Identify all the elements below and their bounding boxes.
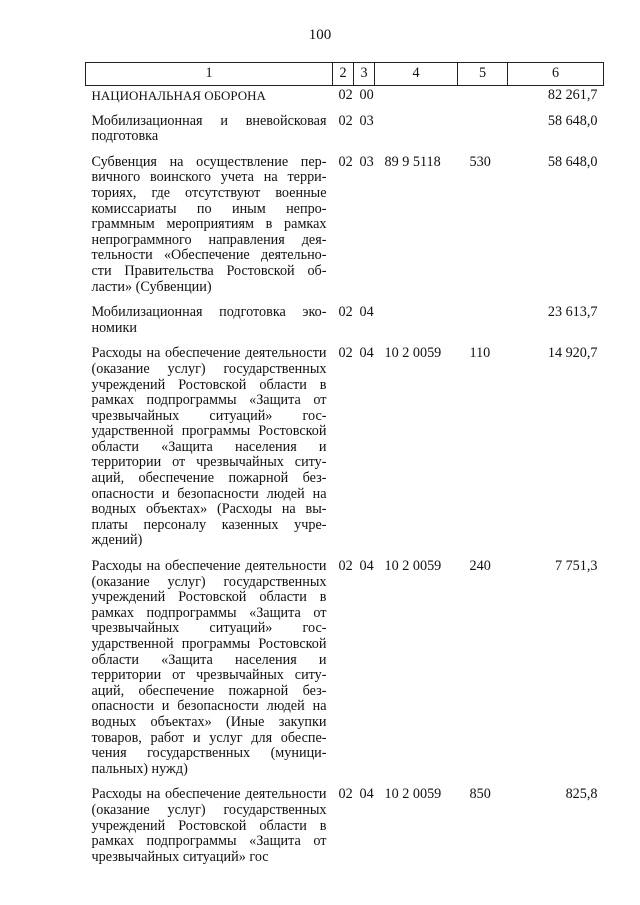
table-row: [86, 155, 604, 305]
row-subsection: 04: [359, 304, 374, 321]
table-row: [86, 787, 604, 875]
row-subsection: 04: [359, 786, 374, 803]
table-row: [86, 86, 604, 114]
table-header-row: [86, 63, 604, 86]
row-section: 02: [338, 786, 353, 803]
row-target-article: 10 2 0059: [384, 345, 442, 362]
row-name: Мобилизационная подготовка экономики: [91, 304, 327, 336]
row-amount: 23 613,7: [547, 304, 598, 321]
row-section: 02: [338, 153, 353, 170]
row-name: Расходы на обеспечение деятельности (оказание услуг) государственных учреждений Ростовской области в рамках подпрограммы «Защита от чрезвычайных ситуаций» государственной программы Ростовской области «Защита населения и территории от чрезвычайных ситуаций, обеспечение пожарной безопасности и безопасности людей на водных объектах» (Расходы на выплаты персоналу казенных учреждений): [91, 345, 327, 549]
budget-table: [85, 62, 604, 875]
column-header-name: 1: [86, 63, 333, 86]
row-section: 02: [338, 304, 353, 321]
column-header-expense-type: 5: [458, 63, 508, 86]
row-name: Расходы на обеспечение деятельности (оказание услуг) государственных учреждений Ростовской области в рамках подпрограммы «Защита от чрезвычайных ситуаций» гос: [91, 786, 327, 865]
row-expense-type: [458, 114, 508, 155]
row-section: 02: [338, 558, 353, 575]
page-number: 100: [308, 27, 332, 43]
row-section: 02: [338, 87, 353, 103]
row-name: Расходы на обеспечение деятельности (оказание услуг) государственных учреждений Ростовской области в рамках подпрограммы «Защита от чрезвычайных ситуаций» государственной программы Ростовской области «Защита населения и территории от чрезвычайных ситуаций, обеспечение пожарной безопасности и безопасности людей на водных объектах» (Иные закупки товаров, работ и услуг для обеспечения государственных (муниципальных) нужд): [91, 558, 327, 777]
row-expense-type: 110: [469, 345, 491, 362]
row-target-article: 10 2 0059: [384, 786, 442, 803]
column-header-subsection: 3: [354, 63, 375, 86]
row-name: Субвенция на осуществление первичного воинского учета на территориях, где отсутствуют военные комиссариаты по иным непрограммным мероприятиям в рамках непрограммного направления деятельности «Обеспечение деятельности Правительства Ростовской области» (Субвенции): [91, 153, 327, 295]
row-amount: 58 648,0: [547, 112, 598, 129]
table-row: [86, 559, 604, 787]
row-expense-type: [458, 305, 508, 346]
row-name: НАЦИОНАЛЬНАЯ ОБОРОНА: [91, 88, 266, 103]
row-name: Мобилизационная и вневойсковая подготовка: [91, 112, 327, 145]
row-amount: 7 751,3: [554, 558, 598, 575]
row-target-article: [375, 86, 458, 114]
table-row: [86, 114, 604, 155]
row-expense-type: 530: [469, 153, 491, 170]
row-target-article: 89 9 5118: [384, 153, 441, 170]
row-expense-type: [458, 86, 508, 114]
row-subsection: 00: [359, 87, 374, 103]
row-subsection: 04: [359, 558, 374, 575]
row-amount: 58 648,0: [547, 153, 598, 170]
column-header-amount: 6: [508, 63, 604, 86]
row-expense-type: 850: [469, 786, 491, 803]
row-expense-type: 240: [469, 558, 491, 575]
row-subsection: 03: [359, 153, 374, 170]
row-amount: 82 261,7: [547, 87, 598, 103]
row-target-article: 10 2 0059: [384, 558, 442, 575]
column-header-section: 2: [333, 63, 354, 86]
row-subsection: 03: [359, 112, 374, 129]
row-amount: 14 920,7: [547, 345, 598, 362]
column-header-target-article: 4: [375, 63, 458, 86]
table-row: [86, 305, 604, 346]
row-subsection: 04: [359, 345, 374, 362]
row-amount: 825,8: [565, 786, 598, 803]
table-row: [86, 346, 604, 559]
row-target-article: [375, 114, 458, 155]
row-section: 02: [338, 112, 353, 129]
row-section: 02: [338, 345, 353, 362]
row-target-article: [375, 305, 458, 346]
